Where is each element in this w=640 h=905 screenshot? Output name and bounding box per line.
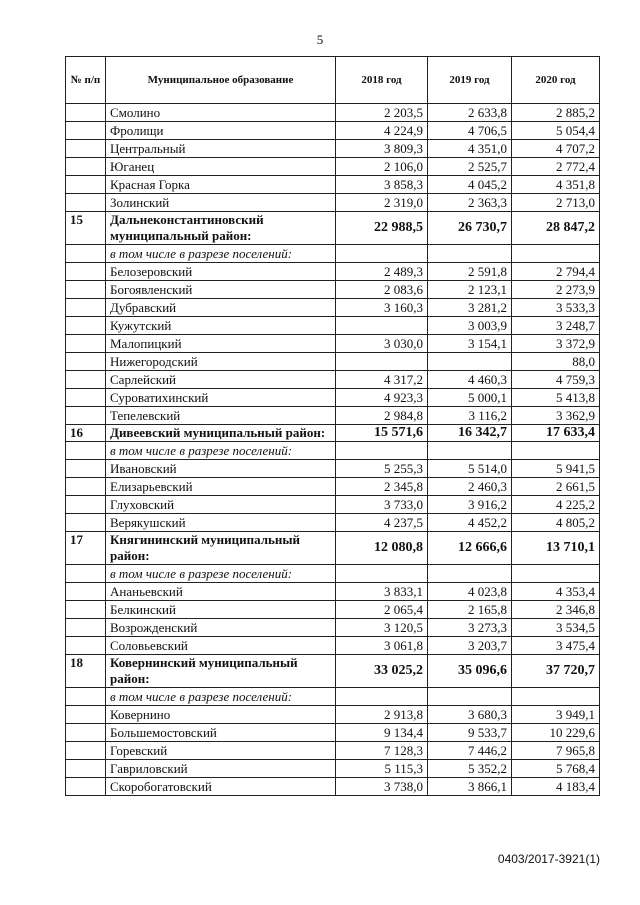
value-2018: 3 061,8 xyxy=(336,637,428,655)
value-2020: 88,0 xyxy=(512,353,600,371)
row-number xyxy=(66,760,106,778)
value-2018: 2 319,0 xyxy=(336,194,428,212)
value-2018: 2 203,5 xyxy=(336,104,428,122)
value-2019: 2 460,3 xyxy=(428,478,512,496)
row-name: в том числе в разрезе поселений: xyxy=(106,442,336,460)
row-number xyxy=(66,778,106,796)
value-2018: 2 489,3 xyxy=(336,263,428,281)
value-2019: 3 281,2 xyxy=(428,299,512,317)
row-number xyxy=(66,263,106,281)
row-number xyxy=(66,407,106,425)
table-body xyxy=(66,104,600,796)
row-name: Сарлейский xyxy=(106,371,336,389)
value-2019: 3 866,1 xyxy=(428,778,512,796)
row-name: Глуховский xyxy=(106,496,336,514)
value-2019: 3 916,2 xyxy=(428,496,512,514)
header-2019: 2019 год xyxy=(428,57,512,104)
value-2020: 2 713,0 xyxy=(512,194,600,212)
row-number xyxy=(66,742,106,760)
value-2018 xyxy=(336,442,428,460)
row-name: Горевский xyxy=(106,742,336,760)
header-name: Муниципальное образование xyxy=(106,57,336,104)
value-2020 xyxy=(512,565,600,583)
settlement-row xyxy=(66,583,600,601)
row-name: Ананьевский xyxy=(106,583,336,601)
row-name: Кужутский xyxy=(106,317,336,335)
value-2019: 4 706,5 xyxy=(428,122,512,140)
row-name: Фролищи xyxy=(106,122,336,140)
row-name: Белкинский xyxy=(106,601,336,619)
settlement-row xyxy=(66,281,600,299)
row-name: Ковернино xyxy=(106,706,336,724)
value-2020: 3 362,9 xyxy=(512,407,600,425)
value-2020: 2 772,4 xyxy=(512,158,600,176)
value-2019: 4 351,0 xyxy=(428,140,512,158)
value-2020: 2 273,9 xyxy=(512,281,600,299)
row-number xyxy=(66,460,106,478)
value-2020: 28 847,2 xyxy=(512,212,600,245)
value-2020: 3 475,4 xyxy=(512,637,600,655)
value-2019 xyxy=(428,688,512,706)
row-number xyxy=(66,442,106,460)
value-2018 xyxy=(336,353,428,371)
value-2018: 5 255,3 xyxy=(336,460,428,478)
settlement-row xyxy=(66,742,600,760)
value-2018: 22 988,5 xyxy=(336,212,428,245)
row-number xyxy=(66,583,106,601)
value-2020: 4 183,4 xyxy=(512,778,600,796)
row-number xyxy=(66,706,106,724)
value-2020: 3 533,3 xyxy=(512,299,600,317)
row-name: Дубравский xyxy=(106,299,336,317)
settlement-row xyxy=(66,778,600,796)
value-2020: 3 949,1 xyxy=(512,706,600,724)
value-2018: 4 224,9 xyxy=(336,122,428,140)
value-2018: 3 120,5 xyxy=(336,619,428,637)
row-name: Соловьевский xyxy=(106,637,336,655)
row-number xyxy=(66,389,106,407)
row-name: Ивановский xyxy=(106,460,336,478)
value-2019 xyxy=(428,245,512,263)
settlement-row xyxy=(66,389,600,407)
value-2020: 3 372,9 xyxy=(512,335,600,353)
value-2020: 4 805,2 xyxy=(512,514,600,532)
settlement-row xyxy=(66,724,600,742)
value-2020: 5 768,4 xyxy=(512,760,600,778)
row-name: Дальнеконстантиновский муниципальный район: xyxy=(106,212,336,245)
value-2018: 3 030,0 xyxy=(336,335,428,353)
value-2019: 4 023,8 xyxy=(428,583,512,601)
value-2018: 4 317,2 xyxy=(336,371,428,389)
value-2019: 9 533,7 xyxy=(428,724,512,742)
value-2019: 2 165,8 xyxy=(428,601,512,619)
value-2018: 3 833,1 xyxy=(336,583,428,601)
value-2019: 4 045,2 xyxy=(428,176,512,194)
value-2018: 3 809,3 xyxy=(336,140,428,158)
row-number xyxy=(66,299,106,317)
value-2018: 2 984,8 xyxy=(336,407,428,425)
value-2020 xyxy=(512,688,600,706)
budget-table xyxy=(65,56,600,796)
value-2019: 16 342,7 xyxy=(428,425,512,442)
subheading-row xyxy=(66,565,600,583)
row-number xyxy=(66,335,106,353)
value-2020 xyxy=(512,442,600,460)
row-number xyxy=(66,317,106,335)
value-2020: 2 346,8 xyxy=(512,601,600,619)
row-name: Верякушский xyxy=(106,514,336,532)
row-number xyxy=(66,281,106,299)
value-2019 xyxy=(428,353,512,371)
document-code: 0403/2017-3921(1) xyxy=(497,852,600,866)
settlement-row xyxy=(66,496,600,514)
value-2019: 7 446,2 xyxy=(428,742,512,760)
value-2020: 4 707,2 xyxy=(512,140,600,158)
value-2020: 2 885,2 xyxy=(512,104,600,122)
value-2019: 4 452,2 xyxy=(428,514,512,532)
value-2018: 2 345,8 xyxy=(336,478,428,496)
row-name: в том числе в разрезе поселений: xyxy=(106,688,336,706)
settlement-row xyxy=(66,407,600,425)
settlement-row xyxy=(66,140,600,158)
value-2020: 13 710,1 xyxy=(512,532,600,565)
row-number xyxy=(66,122,106,140)
value-2019: 2 633,8 xyxy=(428,104,512,122)
row-name: Нижегородский xyxy=(106,353,336,371)
subheading-row xyxy=(66,245,600,263)
row-number xyxy=(66,176,106,194)
value-2018: 2 083,6 xyxy=(336,281,428,299)
value-2018: 3 733,0 xyxy=(336,496,428,514)
row-number xyxy=(66,353,106,371)
value-2018: 3 160,3 xyxy=(336,299,428,317)
settlement-row xyxy=(66,176,600,194)
settlement-row xyxy=(66,317,600,335)
row-number xyxy=(66,688,106,706)
row-number: 18 xyxy=(66,655,106,688)
value-2018: 4 237,5 xyxy=(336,514,428,532)
value-2019: 5 352,2 xyxy=(428,760,512,778)
settlement-row xyxy=(66,478,600,496)
value-2018: 4 923,3 xyxy=(336,389,428,407)
value-2020: 3 534,5 xyxy=(512,619,600,637)
row-name: в том числе в разрезе поселений: xyxy=(106,565,336,583)
row-name: Гавриловский xyxy=(106,760,336,778)
value-2018: 2 106,0 xyxy=(336,158,428,176)
settlement-row xyxy=(66,514,600,532)
subheading-row xyxy=(66,442,600,460)
settlement-row xyxy=(66,353,600,371)
settlement-row xyxy=(66,263,600,281)
value-2019: 3 203,7 xyxy=(428,637,512,655)
row-name: Юганец xyxy=(106,158,336,176)
value-2020: 5 054,4 xyxy=(512,122,600,140)
settlement-row xyxy=(66,460,600,478)
value-2019: 3 154,1 xyxy=(428,335,512,353)
settlement-row xyxy=(66,122,600,140)
row-number xyxy=(66,724,106,742)
value-2019: 2 525,7 xyxy=(428,158,512,176)
value-2019: 3 273,3 xyxy=(428,619,512,637)
settlement-row xyxy=(66,194,600,212)
settlement-row xyxy=(66,619,600,637)
value-2019: 12 666,6 xyxy=(428,532,512,565)
district-row xyxy=(66,212,600,245)
row-number: 15 xyxy=(66,212,106,245)
value-2019: 3 116,2 xyxy=(428,407,512,425)
value-2019 xyxy=(428,442,512,460)
value-2019: 26 730,7 xyxy=(428,212,512,245)
value-2019: 2 363,3 xyxy=(428,194,512,212)
value-2019 xyxy=(428,565,512,583)
value-2020: 5 413,8 xyxy=(512,389,600,407)
value-2018: 3 738,0 xyxy=(336,778,428,796)
value-2020: 5 941,5 xyxy=(512,460,600,478)
value-2019: 2 123,1 xyxy=(428,281,512,299)
row-number xyxy=(66,478,106,496)
row-number xyxy=(66,565,106,583)
page-number: 5 xyxy=(316,32,324,47)
settlement-row xyxy=(66,335,600,353)
district-row xyxy=(66,425,600,442)
value-2020: 4 353,4 xyxy=(512,583,600,601)
settlement-row xyxy=(66,760,600,778)
value-2019: 3 680,3 xyxy=(428,706,512,724)
row-number xyxy=(66,245,106,263)
row-name: Малопицкий xyxy=(106,335,336,353)
value-2020: 2 661,5 xyxy=(512,478,600,496)
row-number xyxy=(66,601,106,619)
header-2020: 2020 год xyxy=(512,57,600,104)
value-2019: 5 000,1 xyxy=(428,389,512,407)
row-name: Возрожденский xyxy=(106,619,336,637)
row-number xyxy=(66,194,106,212)
header-no: № п/п xyxy=(66,57,106,104)
value-2018: 7 128,3 xyxy=(336,742,428,760)
row-number xyxy=(66,371,106,389)
row-name: Скоробогатовский xyxy=(106,778,336,796)
value-2018 xyxy=(336,317,428,335)
value-2018 xyxy=(336,688,428,706)
settlement-row xyxy=(66,158,600,176)
table-header-row xyxy=(66,57,600,104)
settlement-row xyxy=(66,371,600,389)
value-2020: 3 248,7 xyxy=(512,317,600,335)
value-2018: 2 065,4 xyxy=(336,601,428,619)
value-2020: 37 720,7 xyxy=(512,655,600,688)
row-number xyxy=(66,514,106,532)
row-name: Княгининский муниципальный район: xyxy=(106,532,336,565)
value-2020: 7 965,8 xyxy=(512,742,600,760)
value-2019: 5 514,0 xyxy=(428,460,512,478)
value-2020: 4 351,8 xyxy=(512,176,600,194)
header-2018: 2018 год xyxy=(336,57,428,104)
settlement-row xyxy=(66,104,600,122)
row-number xyxy=(66,104,106,122)
row-name: Красная Горка xyxy=(106,176,336,194)
value-2018: 12 080,8 xyxy=(336,532,428,565)
row-number: 16 xyxy=(66,425,106,442)
value-2018: 15 571,6 xyxy=(336,425,428,442)
value-2018 xyxy=(336,565,428,583)
settlement-row xyxy=(66,299,600,317)
row-number xyxy=(66,158,106,176)
row-number xyxy=(66,637,106,655)
row-number: 17 xyxy=(66,532,106,565)
value-2020: 10 229,6 xyxy=(512,724,600,742)
row-name: Золинский xyxy=(106,194,336,212)
row-name: Ковернинский муниципальный район: xyxy=(106,655,336,688)
row-number xyxy=(66,619,106,637)
district-row xyxy=(66,655,600,688)
settlement-row xyxy=(66,706,600,724)
row-name: Центральный xyxy=(106,140,336,158)
value-2019: 3 003,9 xyxy=(428,317,512,335)
settlement-row xyxy=(66,637,600,655)
value-2019: 35 096,6 xyxy=(428,655,512,688)
value-2020: 2 794,4 xyxy=(512,263,600,281)
row-number xyxy=(66,496,106,514)
value-2018: 3 858,3 xyxy=(336,176,428,194)
row-name: Богоявленский xyxy=(106,281,336,299)
value-2018 xyxy=(336,245,428,263)
row-name: Суроватихинский xyxy=(106,389,336,407)
value-2018: 9 134,4 xyxy=(336,724,428,742)
district-row xyxy=(66,532,600,565)
row-name: Тепелевский xyxy=(106,407,336,425)
value-2018: 2 913,8 xyxy=(336,706,428,724)
value-2020 xyxy=(512,245,600,263)
value-2020: 4 759,3 xyxy=(512,371,600,389)
value-2018: 33 025,2 xyxy=(336,655,428,688)
row-name: Дивеевский муниципальный район: xyxy=(106,425,336,442)
row-name: Смолино xyxy=(106,104,336,122)
value-2020: 4 225,2 xyxy=(512,496,600,514)
subheading-row xyxy=(66,688,600,706)
value-2018: 5 115,3 xyxy=(336,760,428,778)
value-2019: 4 460,3 xyxy=(428,371,512,389)
row-name: в том числе в разрезе поселений: xyxy=(106,245,336,263)
row-number xyxy=(66,140,106,158)
row-name: Большемостовский xyxy=(106,724,336,742)
value-2020: 17 633,4 xyxy=(512,425,600,442)
row-name: Елизарьевский xyxy=(106,478,336,496)
row-name: Белозеровский xyxy=(106,263,336,281)
value-2019: 2 591,8 xyxy=(428,263,512,281)
settlement-row xyxy=(66,601,600,619)
